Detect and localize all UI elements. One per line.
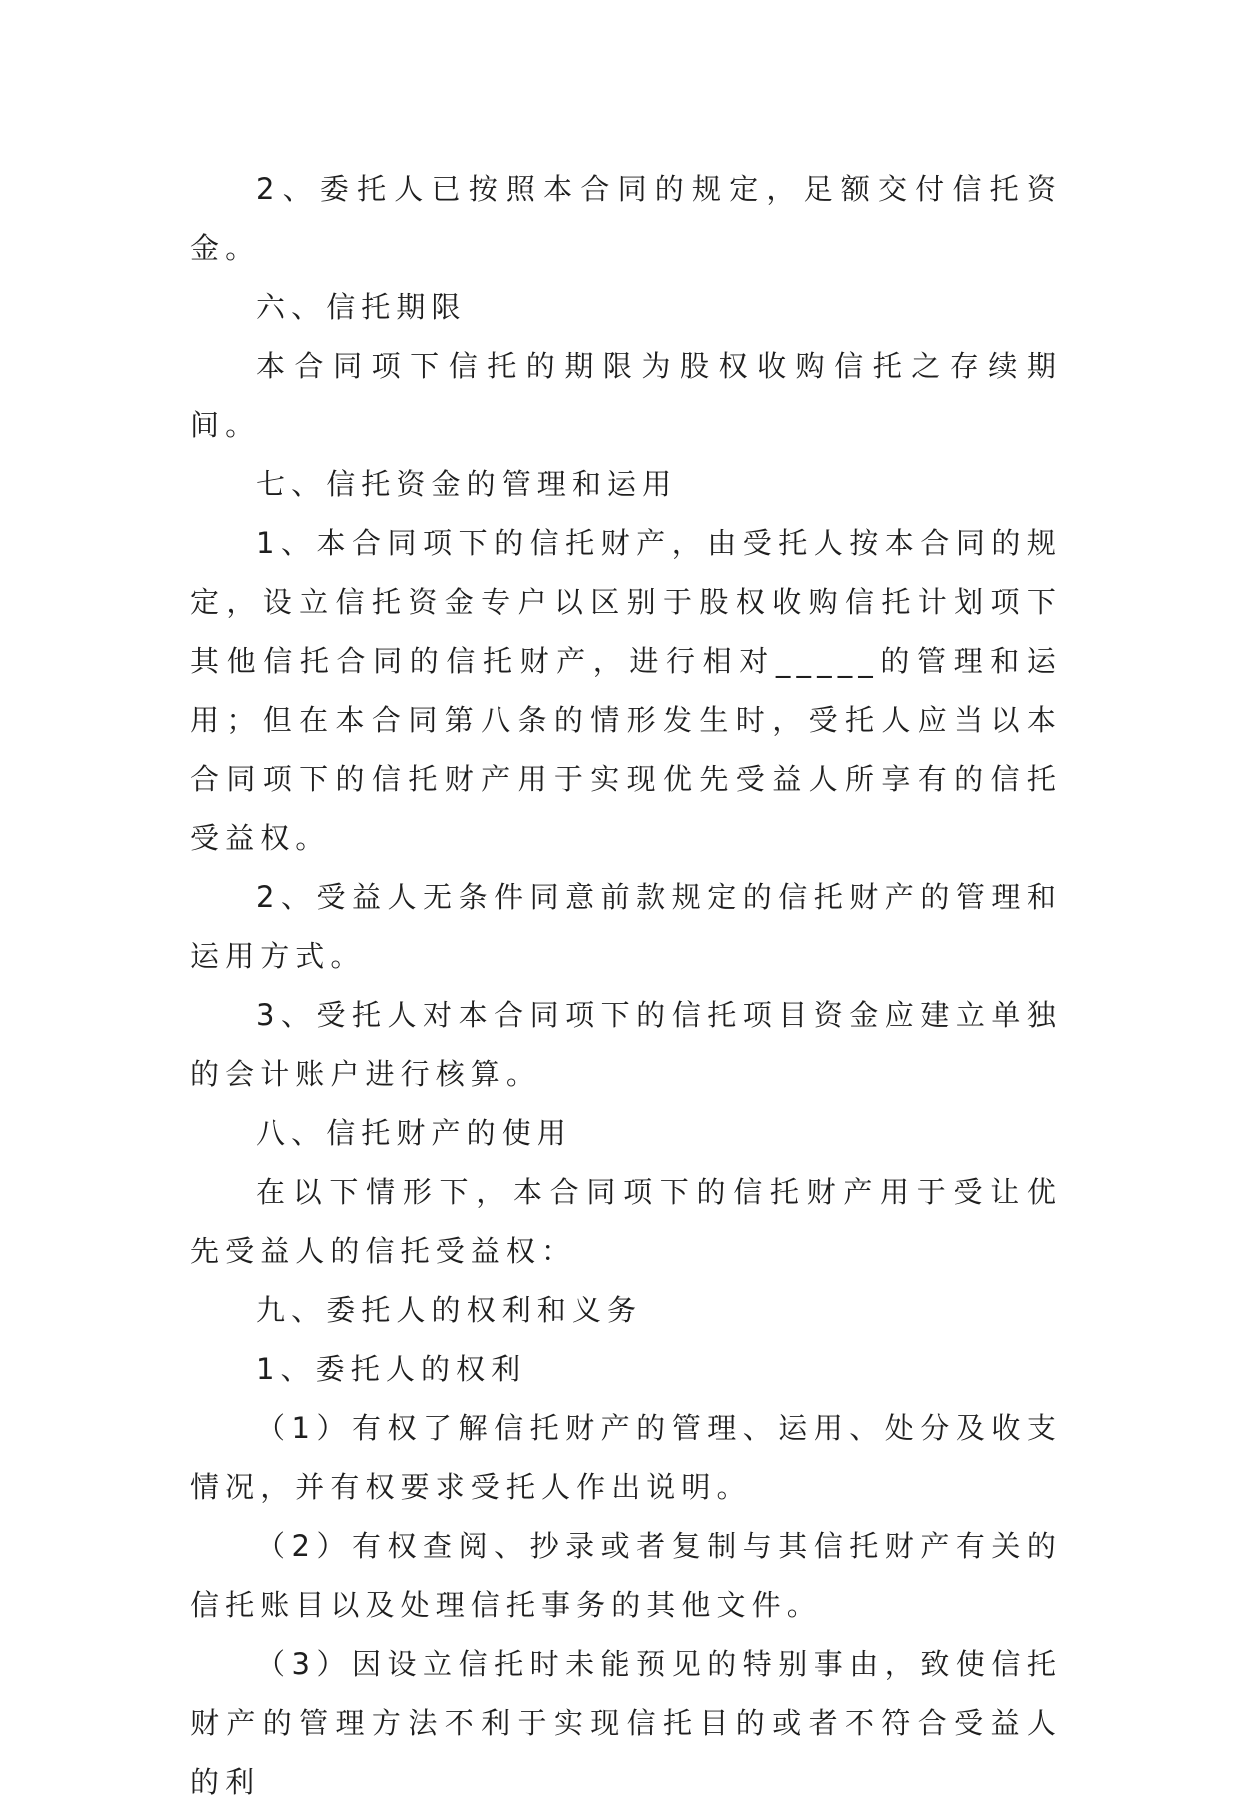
paragraph-property-use: 在以下情形下，本合同项下的信托财产用于受让优先受益人的信托受益权： <box>190 1175 1062 1268</box>
document-body <box>190 160 1062 1812</box>
paragraph-trust-term: 本合同项下信托的期限为股权收购信托之存续期间。 <box>190 349 1062 442</box>
paragraph-fund-management-1: 1、本合同项下的信托财产，由受托人按本合同的规定，设立信托资金专户以区别于股权收购信托计划项下其他信托合同的信托财产，进行相对_____的管理和运用；但在本合同第八条的情形发生时，受托人应当以本合同项下的信托财产用于实现优先受益人所享有的信托受益权。 <box>190 526 1062 855</box>
heading-property-use: 八、信托财产的使用 <box>256 1116 572 1150</box>
subheading-settlor-rights: 1、委托人的权利 <box>256 1352 527 1386</box>
heading-settlor-rights-duties: 九、委托人的权利和义务 <box>256 1293 643 1327</box>
paragraph-right-1: （1）有权了解信托财产的管理、运用、处分及收支情况，并有权要求受托人作出说明。 <box>190 1411 1062 1504</box>
paragraph-right-2: （2）有权查阅、抄录或者复制与其信托财产有关的信托账目以及处理信托事务的其他文件。 <box>190 1529 1062 1622</box>
heading-trust-term: 六、信托期限 <box>256 290 467 324</box>
paragraph-fund-management-2: 2、受益人无条件同意前款规定的信托财产的管理和运用方式。 <box>190 880 1062 973</box>
heading-fund-management: 七、信托资金的管理和运用 <box>256 467 678 501</box>
paragraph-fund-management-3: 3、受托人对本合同项下的信托项目资金应建立单独的会计账户进行核算。 <box>190 998 1062 1091</box>
paragraph-right-3: （3）因设立信托时未能预见的特别事由，致使信托财产的管理方法不利于实现信托目的或者不符合受益人的利 <box>190 1647 1062 1799</box>
paragraph-payment-complete: 2、委托人已按照本合同的规定，足额交付信托资金。 <box>190 172 1062 265</box>
